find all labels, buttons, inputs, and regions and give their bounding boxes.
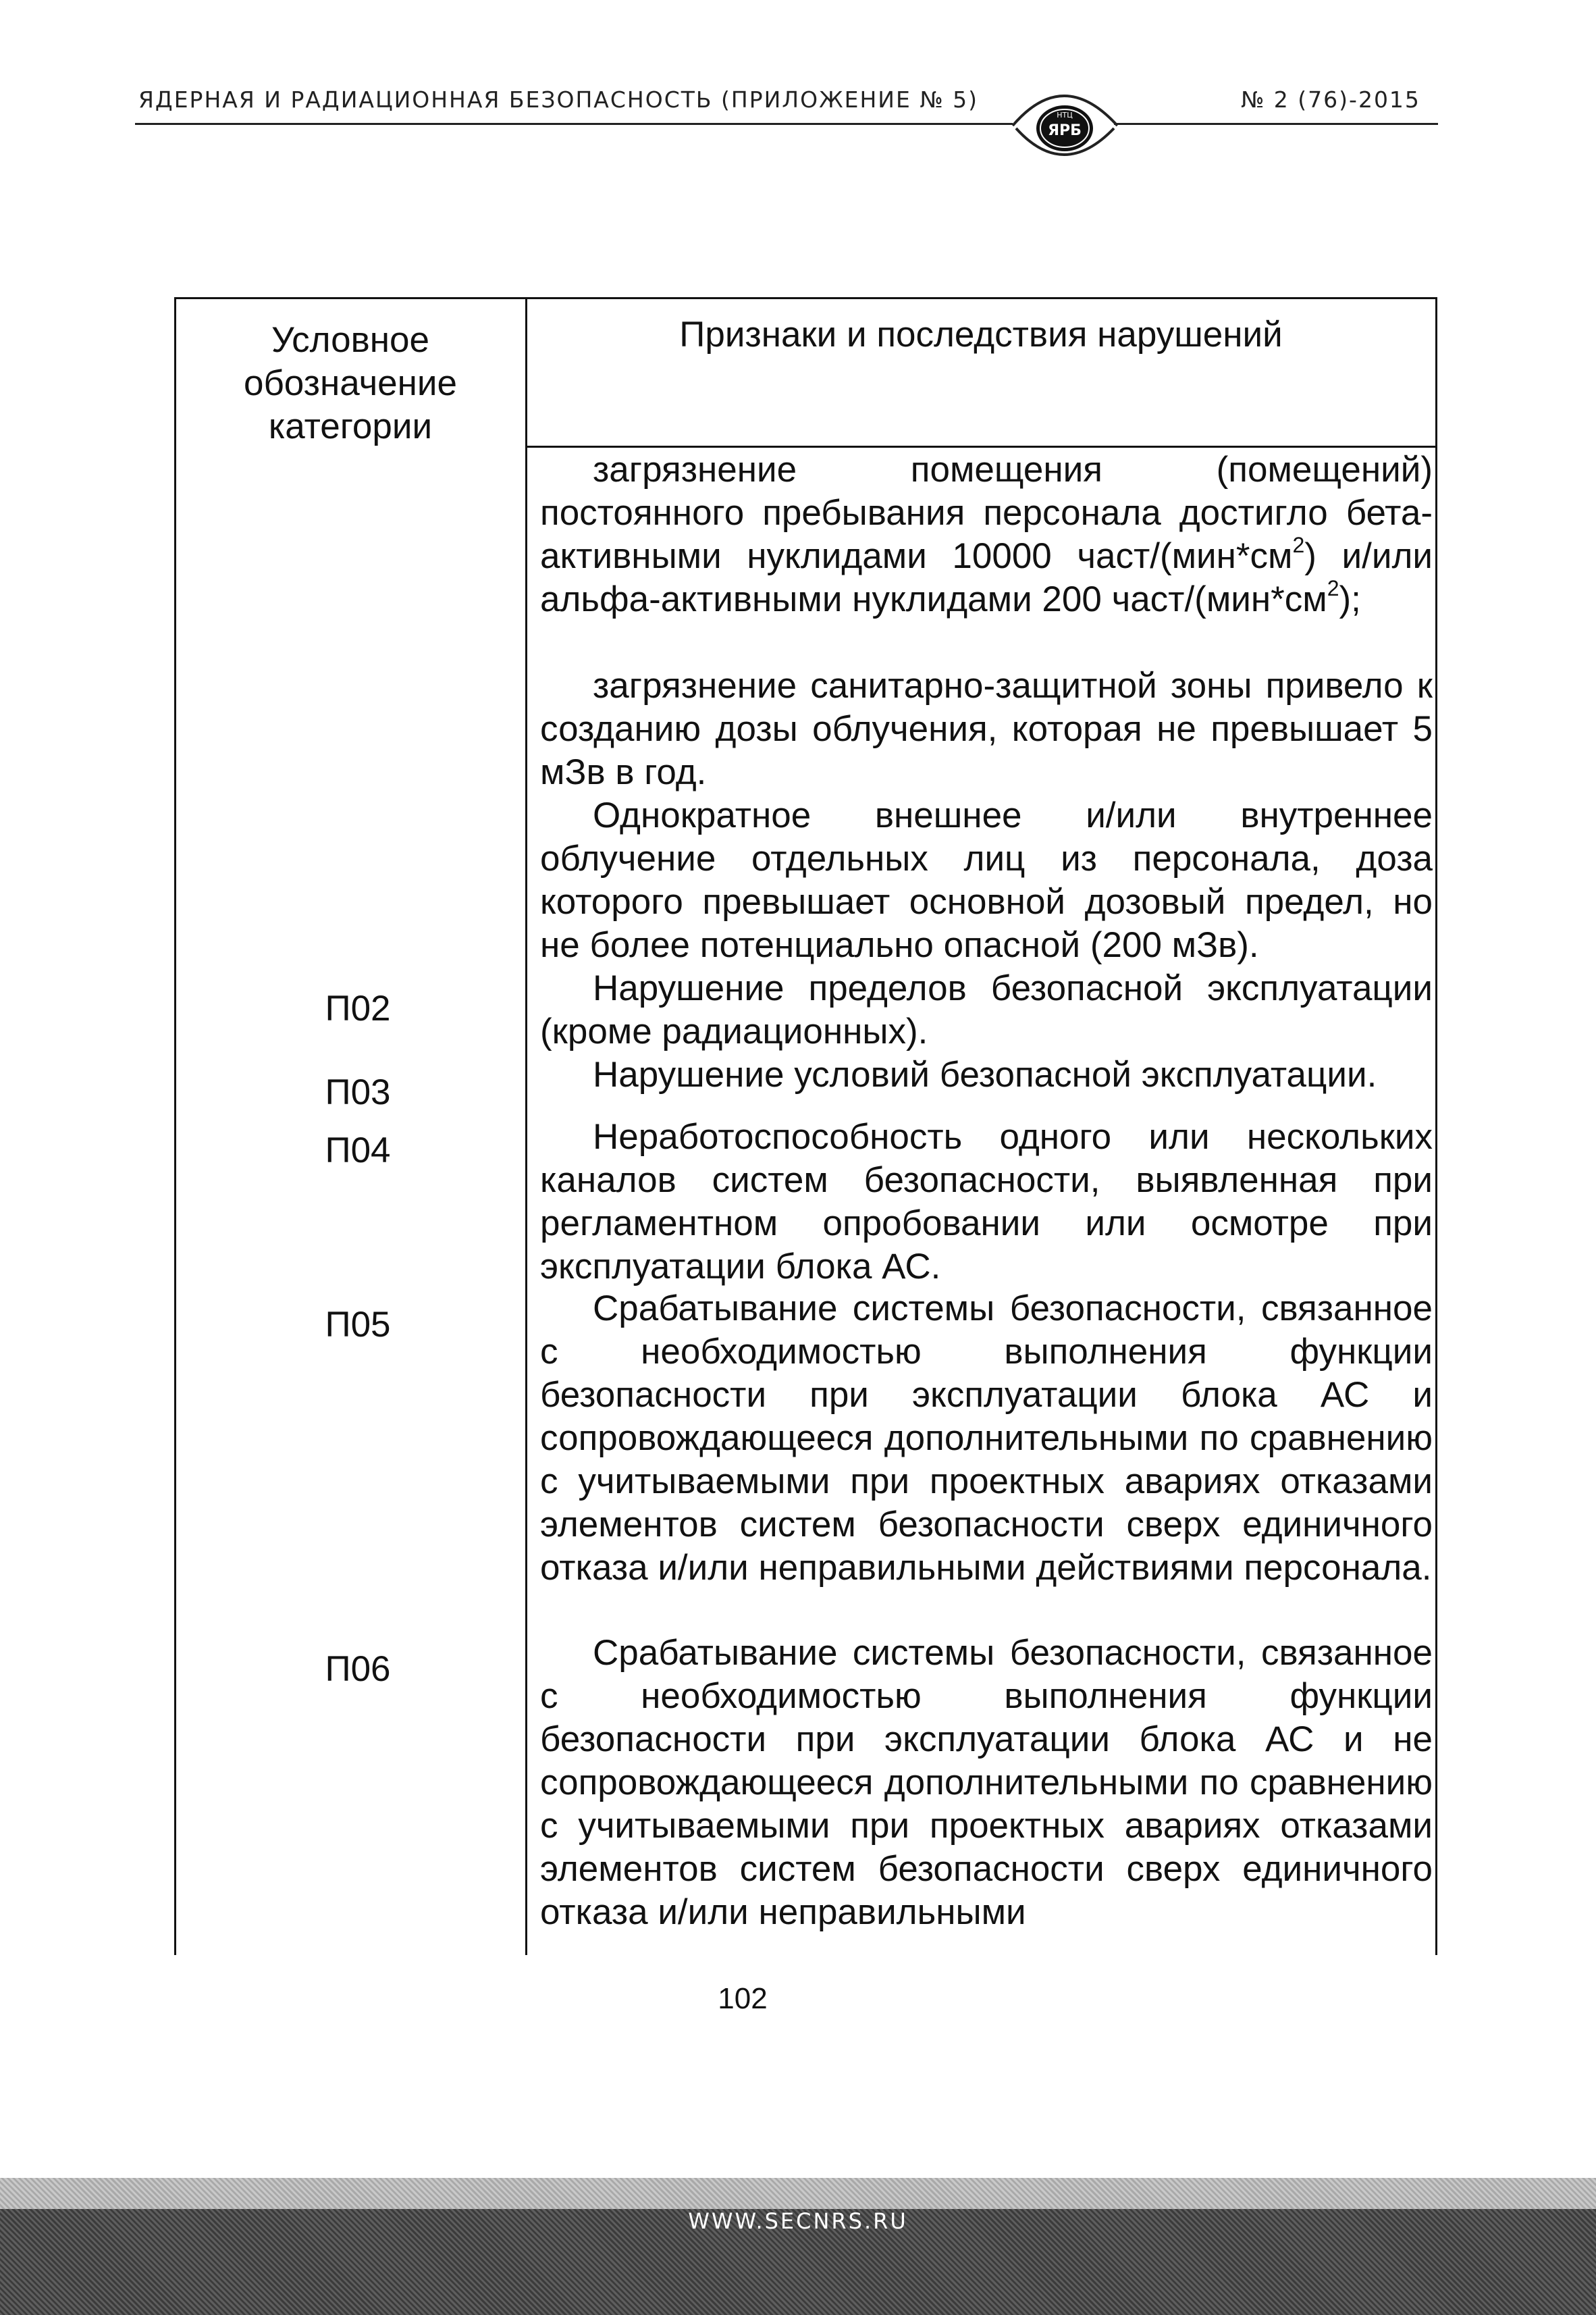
table-column-divider bbox=[525, 298, 527, 1955]
column-header-signs: Признаки и последствия нарушений bbox=[679, 315, 1283, 355]
website-url: WWW.SECNRS.RU bbox=[688, 2208, 908, 2234]
contamination-zone-paragraph: загрязнение санитарно-защитной зоны привело к созданию дозы облучения, которая не превышает 5 мЗв в год. bbox=[540, 666, 1433, 792]
category-description: Срабатывание системы безопасности, связанное с необходимостью выполнения функции безопасности при эксплуатации блока АС и сопровождающееся дополнительными по сравнению с учитываемыми при проектных авариях отказами элементов систем безопасности сверх единичного отказа и/или неправильными действиями персонала. bbox=[540, 1289, 1433, 1588]
category-code: П05 bbox=[325, 1305, 391, 1345]
page-number: 102 bbox=[718, 1982, 768, 2015]
category-description: Неработоспособность одного или нескольких каналов систем безопасности, выявленная при регламентном опробовании или осмотре при эксплуатации блока АС. bbox=[540, 1117, 1433, 1286]
category-code: П06 bbox=[325, 1649, 391, 1689]
table-border-left bbox=[174, 298, 176, 1955]
category-code: П02 bbox=[325, 989, 391, 1029]
header-rule-left bbox=[135, 123, 1013, 125]
category-description: Срабатывание системы безопасности, связанное с необходимостью выполнения функции безопасности при эксплуатации блока АС и не сопровождающееся дополнительными по сравнению с учитываемыми при проектных авариях отказами элементов систем безопасности сверх единичного отказа и/или неправильными bbox=[540, 1633, 1433, 1932]
column-header-category: Условное обозначение категории bbox=[243, 320, 458, 446]
single-exposure-paragraph: Однократное внешнее и/или внутреннее облучение отдельных лиц из персонала, доза которого превышает основной дозовый предел, но не более потенциально опасной (200 мЗв). bbox=[540, 796, 1433, 965]
table-border-right bbox=[1435, 298, 1437, 1955]
category-code: П03 bbox=[325, 1072, 391, 1112]
category-code: П04 bbox=[325, 1130, 391, 1170]
contamination-premises-paragraph bbox=[540, 448, 1433, 621]
category-description: Нарушение пределов безопасной эксплуатации (кроме радиационных). bbox=[540, 968, 1433, 1051]
logo-text: ЯРБ bbox=[1048, 122, 1082, 139]
table-header-rule bbox=[525, 446, 1437, 448]
paragraph-text: ) и/или альфа-активными нуклидами 200 част/(мин*см bbox=[540, 536, 1433, 619]
footer-band-edge bbox=[0, 2178, 1596, 2209]
journal-logo-icon bbox=[999, 73, 1127, 174]
issue-number: № 2 (76)-2015 bbox=[1241, 86, 1420, 113]
header-rule-right bbox=[1114, 123, 1438, 125]
paragraph-text: загрязнение помещения (помещений) постоянного пребывания персонала достигло бета-активными нуклидами 10000 част/(мин*см bbox=[540, 450, 1433, 576]
paragraph-text: ); bbox=[1339, 579, 1361, 619]
table-border-top bbox=[174, 297, 1437, 299]
category-description: Нарушение условий безопасной эксплуатации. bbox=[593, 1055, 1377, 1095]
journal-title: ЯДЕРНАЯ И РАДИАЦИОННАЯ БЕЗОПАСНОСТЬ (ПРИЛОЖЕНИЕ № 5) bbox=[138, 86, 979, 113]
superscript: 2 bbox=[1327, 576, 1339, 601]
superscript: 2 bbox=[1292, 533, 1305, 558]
logo-small-text: НТЦ bbox=[1057, 111, 1073, 120]
